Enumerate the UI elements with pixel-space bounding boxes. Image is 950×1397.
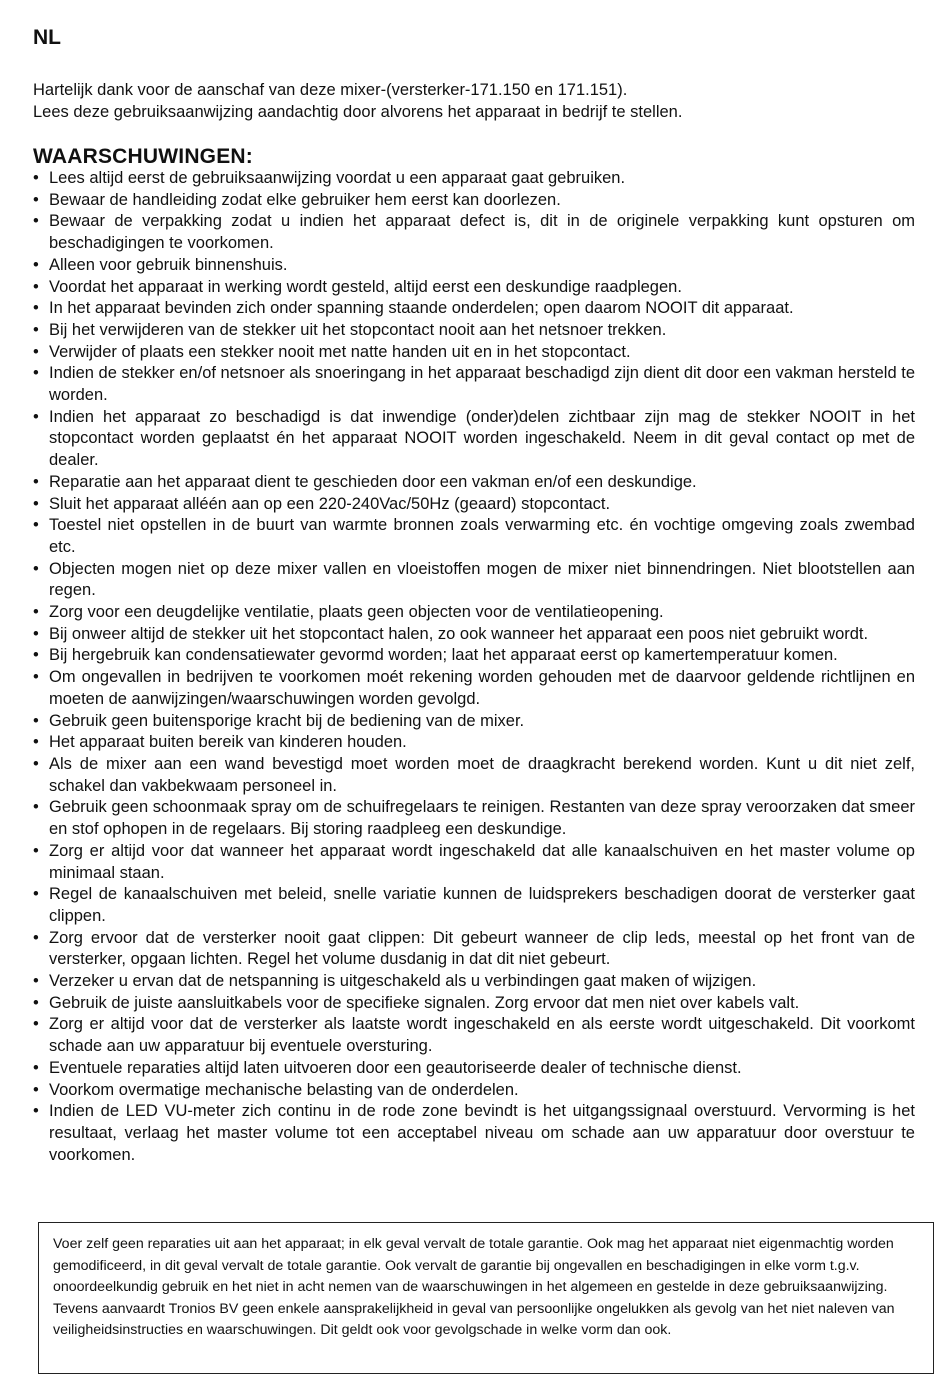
warning-text: Gebruik geen schoonmaak spray om de schuifregelaars te reinigen. Restanten van deze spray veroorzaken dat smeer en stof ophopen in de regelaars. Bij storing raadpleeg een deskundige.: [49, 798, 915, 839]
warning-item: [33, 645, 915, 667]
warning-item: [33, 711, 915, 733]
warning-item: [33, 1101, 915, 1166]
warning-item: [33, 298, 915, 320]
bullet-icon: •: [33, 972, 39, 991]
bullet-icon: •: [33, 1058, 39, 1077]
warning-item: [33, 515, 915, 558]
warning-item: [33, 472, 915, 494]
warning-text: Voorkom overmatige mechanische belasting van de onderdelen.: [49, 1080, 519, 1099]
warning-item: [33, 624, 915, 646]
bullet-icon: •: [33, 711, 39, 730]
warning-text: Zorg voor een deugdelijke ventilatie, plaats geen objecten voor de ventilatieopening.: [49, 603, 664, 622]
bullet-icon: •: [33, 646, 39, 665]
warnings-list: [33, 168, 915, 1166]
warning-item: [33, 971, 915, 993]
bullet-icon: •: [33, 212, 39, 231]
warning-item: [33, 255, 915, 277]
bullet-icon: •: [33, 364, 39, 383]
warning-text: Voordat het apparaat in werking wordt gesteld, altijd eerst een deskundige raadplegen.: [49, 277, 682, 296]
bullet-icon: •: [33, 407, 39, 426]
bullet-icon: •: [33, 993, 39, 1012]
warning-item: [33, 342, 915, 364]
warning-text: Indien de LED VU-meter zich continu in de rode zone bevindt is het uitgangssignaal overstuurd. Vervorming is het resultaat, verlaag het master volume tot een acceptabel niveau om schade aan uw apparatuur door overstuur te voorkomen.: [49, 1102, 915, 1164]
warning-text: Zorg ervoor dat de versterker nooit gaat clippen: Dit gebeurt wanneer de clip leds, meestal op het front van de versterker, opgaan lichten. Regel het volume dusdanig in dat dit niet gebeurt.: [49, 928, 915, 969]
bullet-icon: •: [33, 603, 39, 622]
warning-item: [33, 211, 915, 254]
warning-item: [33, 841, 915, 884]
bullet-icon: •: [33, 841, 39, 860]
warranty-notice-box: [38, 1222, 934, 1374]
warning-item: [33, 494, 915, 516]
warning-text: Als de mixer aan een wand bevestigd moet worden moet de draagkracht berekend worden. Kunt u dit niet zelf, schakel dan vakbekwaam personeel in.: [49, 754, 915, 795]
bullet-icon: •: [33, 277, 39, 296]
warning-item: [33, 928, 915, 971]
warning-item: [33, 884, 915, 927]
warning-item: [33, 754, 915, 797]
bullet-icon: •: [33, 299, 39, 318]
warning-item: [33, 168, 915, 190]
warning-item: [33, 190, 915, 212]
bullet-icon: •: [33, 885, 39, 904]
warning-text: Bewaar de verpakking zodat u indien het apparaat defect is, dit in de originele verpakking kunt opsturen om beschadigingen te voorkomen.: [49, 212, 915, 253]
bullet-icon: •: [33, 190, 39, 209]
warning-text: Het apparaat buiten bereik van kinderen houden.: [49, 733, 407, 752]
warning-item: [33, 732, 915, 754]
bullet-icon: •: [33, 624, 39, 643]
warnings-heading: WAARSCHUWINGEN:: [33, 145, 253, 168]
warning-item: [33, 363, 915, 406]
bullet-icon: •: [33, 1102, 39, 1121]
warning-text: Reparatie aan het apparaat dient te geschieden door een vakman en/of een deskundige.: [49, 472, 697, 491]
warning-text: Bij hergebruik kan condensatiewater gevormd worden; laat het apparaat eerst op kamertemperatuur komen.: [49, 646, 838, 665]
warning-text: Objecten mogen niet op deze mixer vallen en vloeistoffen mogen de mixer niet binnendringen. Niet blootstellen aan regen.: [49, 559, 915, 600]
bullet-icon: •: [33, 516, 39, 535]
warning-text: Alleen voor gebruik binnenshuis.: [49, 255, 288, 274]
warning-text: Lees altijd eerst de gebruiksaanwijzing voordat u een apparaat gaat gebruiken.: [49, 169, 626, 187]
warning-text: Bewaar de handleiding zodat elke gebruiker hem eerst kan doorlezen.: [49, 190, 561, 209]
warning-text: Om ongevallen in bedrijven te voorkomen moét rekening worden gehouden met de daarvoor geldende richtlijnen en moeten de aanwijzingen/waarschuwingen worden gevolgd.: [49, 668, 915, 708]
bullet-icon: •: [33, 472, 39, 491]
language-code: NL: [33, 26, 61, 49]
bullet-icon: •: [33, 342, 39, 361]
bullet-icon: •: [33, 798, 39, 817]
warning-item: [33, 1014, 915, 1057]
bullet-icon: •: [33, 255, 39, 274]
intro-text: [33, 79, 915, 123]
warning-item: [33, 277, 915, 299]
warning-text: Toestel niet opstellen in de buurt van warmte bronnen zoals verwarming etc. én vochtige omgeving zoals zwembad etc.: [49, 516, 915, 556]
bullet-icon: •: [33, 1015, 39, 1034]
warning-text: Regel de kanaalschuiven met beleid, snelle variatie kunnen de luidsprekers beschadigen doorat de versterker gaat clippen.: [49, 885, 915, 925]
intro-read-line: Lees deze gebruiksaanwijzing aandachtig door alvorens het apparaat in bedrijf te stellen.: [33, 103, 683, 121]
warning-item: [33, 320, 915, 342]
bullet-icon: •: [33, 169, 39, 187]
bullet-icon: •: [33, 559, 39, 578]
warning-text: Eventuele reparaties altijd laten uitvoeren door een geautoriseerde dealer of technische dienst.: [49, 1058, 742, 1077]
warning-text: Verzeker u ervan dat de netspanning is uitgeschakeld als u verbindingen gaat maken of wijzigen.: [49, 972, 757, 991]
warning-text: Indien de stekker en/of netsnoer als snoeringang in het apparaat beschadigd zijn dient dit door een vakman hersteld te worden.: [49, 364, 915, 405]
warranty-notice-text: Voer zelf geen reparaties uit aan het apparaat; in elk geval vervalt de totale garantie. Ook mag het apparaat niet eigenmachtig worden gemodificeerd, in dit geval vervalt de totale garantie. Ook vervalt de garantie bij ongevallen en beschadigingen in elke vorm t.g.v. onoordeelkundig gebruik en het niet in acht nemen van de waarschuwingen in het algemeen en gestelde in deze gebruiksaanwijzing. Tevens aanvaardt Tronios BV geen enkele aansprakelijkheid in geval van persoonlijke ongelukken als gevolg van het niet naleven van veiligheidsinstructies en waarschuwingen. Dit geldt ook voor gevolgschade in welke vorm dan ook.: [53, 1236, 895, 1338]
warning-text: Bij het verwijderen van de stekker uit het stopcontact nooit aan het netsnoer trekken.: [49, 320, 667, 339]
warning-text: Zorg er altijd voor dat de versterker als laatste wordt ingeschakeld en als eerste wordt uitgeschakeld. Dit voorkomt schade aan uw apparatuur bij eventuele oversturing.: [49, 1015, 915, 1056]
warning-text: Zorg er altijd voor dat wanneer het apparaat wordt ingeschakeld dat alle kanaalschuiven en het master volume op minimaal staan.: [49, 841, 915, 882]
warning-text: Verwijder of plaats een stekker nooit met natte handen uit en in het stopcontact.: [49, 342, 631, 361]
bullet-icon: •: [33, 1080, 39, 1099]
warning-item: [33, 1058, 915, 1080]
warning-item: [33, 797, 915, 840]
warning-text: Gebruik de juiste aansluitkabels voor de specifieke signalen. Zorg ervoor dat men niet over kabels valt.: [49, 993, 800, 1012]
warning-item: [33, 602, 915, 624]
warning-item: [33, 993, 915, 1015]
warning-text: Indien het apparaat zo beschadigd is dat inwendige (onder)delen zichtbaar zijn mag de stekker NOOIT in het stopcontact worden geplaatst én het apparaat NOOIT worden ingeschakeld. Neem in dit geval contact op met de dealer.: [49, 407, 915, 470]
bullet-icon: •: [33, 494, 39, 513]
bullet-icon: •: [33, 754, 39, 773]
warning-text: Bij onweer altijd de stekker uit het stopcontact halen, zo ook wanneer het apparaat een poos niet gebruikt wordt.: [49, 624, 869, 643]
warning-item: [33, 1080, 915, 1102]
warning-text: Sluit het apparaat alléén aan op een 220-240Vac/50Hz (geaard) stopcontact.: [49, 494, 611, 513]
intro-thanks-line: Hartelijk dank voor de aanschaf van deze mixer-(versterker-171.150 en 171.151).: [33, 81, 628, 99]
bullet-icon: •: [33, 668, 39, 687]
bullet-icon: •: [33, 928, 39, 947]
warning-item: [33, 559, 915, 602]
warning-text: Gebruik geen buitensporige kracht bij de bediening van de mixer.: [49, 711, 525, 730]
bullet-icon: •: [33, 733, 39, 752]
bullet-icon: •: [33, 320, 39, 339]
warning-item: [33, 667, 915, 710]
warning-item: [33, 407, 915, 472]
warning-text: In het apparaat bevinden zich onder spanning staande onderdelen; open daarom NOOIT dit apparaat.: [49, 299, 794, 318]
